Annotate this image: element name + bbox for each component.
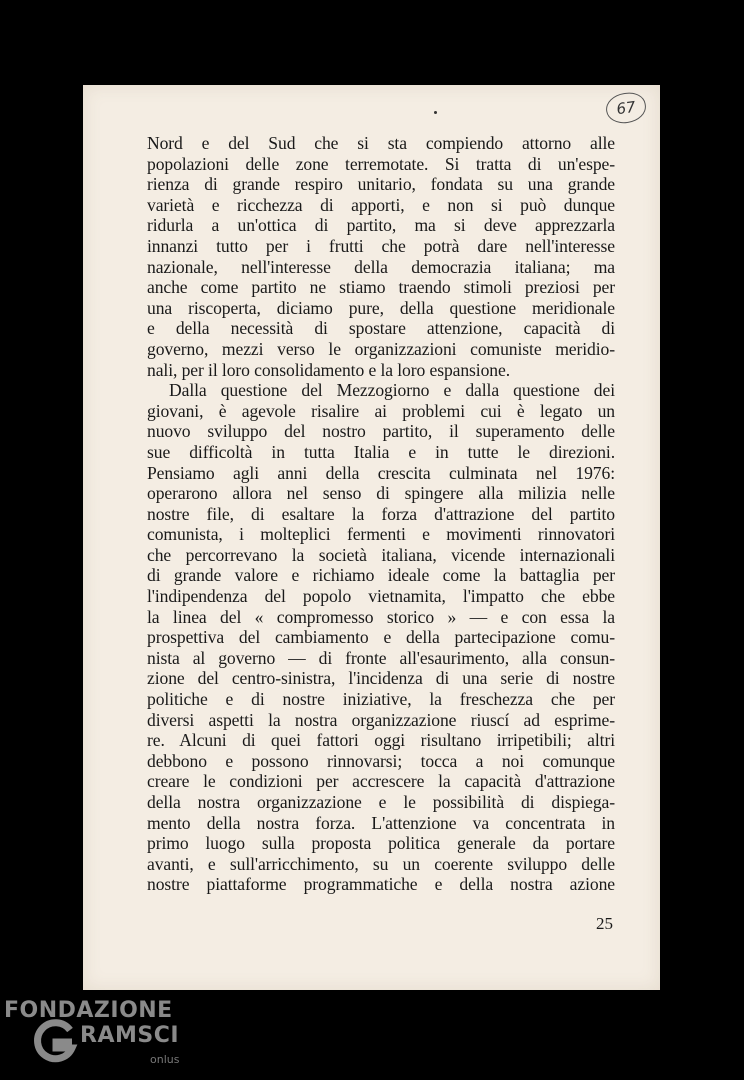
text-line: prospettiva del cambiamento e della partecipazione comu- [147,627,615,648]
text-line: varietà e ricchezza di apporti, e non si può dunque [147,194,615,215]
text-line: politiche e di nostre iniziative, la freschezza che per [147,689,615,710]
text-line: una riscoperta, diciamo pure, della questione meridionale [147,297,615,318]
text-line: comunista, i molteplici fermenti e movimenti rinnovatori [147,524,615,545]
archive-number-stamp: 67 [604,90,648,125]
text-line: rienza di grande respiro unitario, fondata su una grande [147,174,615,195]
text-line: nali, per il loro consolidamento e la loro espansione. [147,359,510,380]
watermark-line-2: RAMSCI [80,1023,180,1048]
text-line: anche come partito ne stiamo traendo stimoli preziosi per [147,277,615,298]
text-line: mento della nostra forza. L'attenzione va concentrata in [147,812,615,833]
watermark-line-3: onlus [150,1053,180,1066]
page-number: 25 [596,914,613,933]
text-line: primo luogo sulla proposta politica generale da portare [147,833,615,854]
text-line: la linea del « compromesso storico » — e con essa la [147,606,615,627]
fondazione-gramsci-watermark [4,998,184,1078]
body-text [147,133,615,895]
text-line: debbono e possono rinnovarsi; tocca a noi comunque [147,750,615,771]
text-line: re. Alcuni di quei fattori oggi risultano irripetibili; altri [147,730,615,751]
ink-dot [434,111,437,114]
text-line: operarono allora nel senso di spingere alla milizia nelle [147,483,615,504]
text-line: Pensiamo agli anni della crescita culminata nel 1976: [147,462,615,483]
text-line: di grande valore e richiamo ideale come la battaglia per [147,565,615,586]
text-line: giovani, è agevole risalire ai problemi cui è legato un [147,400,615,421]
text-line: e della necessità di spostare attenzione, capacità di [147,318,615,339]
document-page [83,85,660,990]
text-line: creare le condizioni per accrescere la capacità d'attrazione [147,771,615,792]
text-line: Nord e del Sud che si sta compiendo attorno alle [147,133,615,153]
text-line: nazionale, nell'interesse della democrazia italiana; ma [147,256,615,277]
gramsci-g-logo-icon [30,1018,78,1066]
text-line: ridurla a un'ottica di partito, ma si deve apprezzarla [147,215,615,236]
text-line: nostre file, di esaltare la forza d'attrazione del partito [147,503,615,524]
text-line: che percorrevano la società italiana, vicende internazionali [147,544,615,565]
text-line: avanti, e sull'arricchimento, su un coerente sviluppo delle [147,853,615,874]
text-line: popolazioni delle zone terremotate. Si tratta di un'espe- [147,153,615,174]
text-line: della nostra organizzazione e le possibilità di dispiega- [147,792,615,812]
text-line: nostre piattaforme programmatiche e della nostra azione [147,874,615,895]
text-line: zione del centro-sinistra, l'incidenza di una serie di nostre [147,668,615,689]
text-line: governo, mezzi verso le organizzazioni comuniste meridio- [147,338,615,359]
text-line: diversi aspetti la nostra organizzazione riuscí ad esprime- [147,709,615,730]
text-line: Dalla questione del Mezzogiorno e dalla questione dei [169,380,615,401]
watermark-line-1: FONDAZIONE [4,998,173,1023]
text-line: nista al governo — di fronte all'esaurimento, alla consun- [147,647,615,668]
text-line: innanzi tutto per i frutti che potrà dare nell'interesse [147,235,615,256]
text-line: sue difficoltà in tutta Italia e in tutte le direzioni. [147,441,615,462]
text-line: l'indipendenza del popolo vietnamita, l'impatto che ebbe [147,586,615,607]
text-line: nuovo sviluppo del nostro partito, il superamento delle [147,421,615,442]
